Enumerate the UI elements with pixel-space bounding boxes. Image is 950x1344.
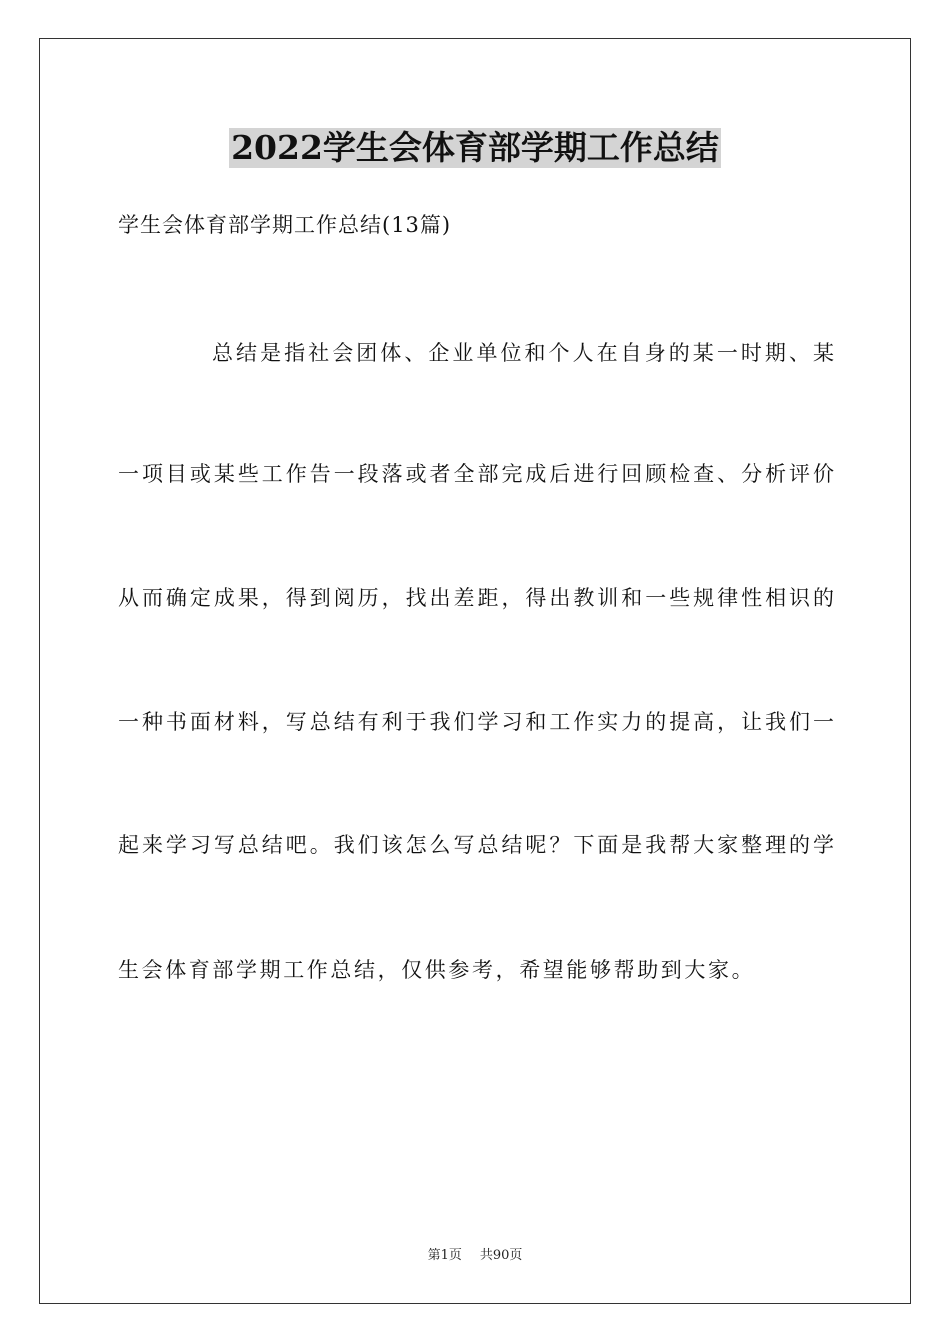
document-subtitle: 学生会体育部学期工作总结(13篇) — [118, 213, 452, 237]
title-container — [0, 128, 950, 168]
paragraph-line: 生会体育部学期工作总结，仅供参考，希望能够帮助到大家。 — [118, 958, 756, 982]
paragraph-line: 总结是指社会团体、企业单位和个人在自身的某一时期、某 — [212, 341, 834, 365]
paragraph-line: 一项目或某些工作告一段落或者全部完成后进行回顾检查、分析评价 — [118, 462, 834, 486]
document-title: 2022学生会体育部学期工作总结 — [231, 128, 719, 167]
paragraph-line: 起来学习写总结吧。我们该怎么写总结呢？下面是我帮大家整理的学 — [118, 833, 834, 857]
page-total: 共90页 — [479, 1248, 523, 1263]
paragraph-line: 一种书面材料，写总结有利于我们学习和工作实力的提高，让我们一 — [118, 710, 834, 734]
page-number: 第1页 — [427, 1248, 462, 1263]
page-footer — [0, 1247, 950, 1265]
paragraph-line: 从而确定成果，得到阅历，找出差距，得出教训和一些规律性相识的 — [118, 586, 834, 610]
